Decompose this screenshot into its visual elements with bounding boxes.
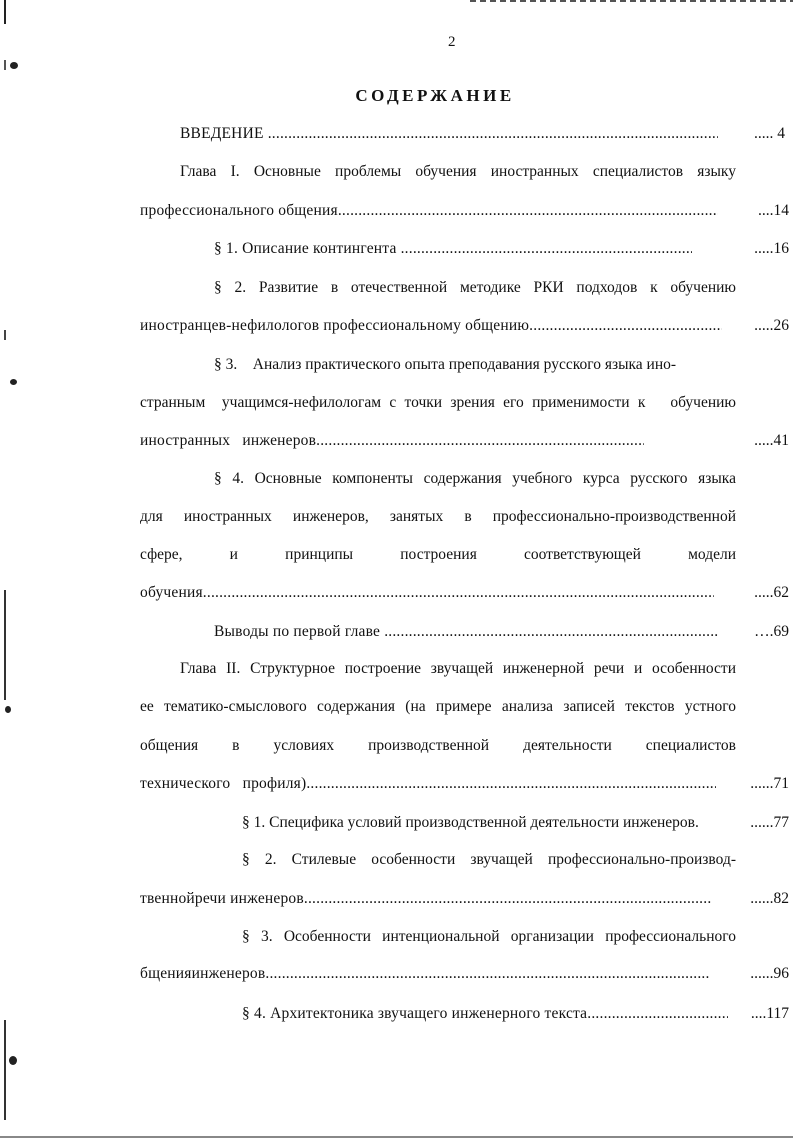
- toc-entry-text: ВВЕДЕНИЕ .....: [180, 125, 718, 143]
- toc-entry-ch1-s3: иностранных инженеров .....: [140, 432, 644, 450]
- toc-page-ref: ......77: [750, 814, 789, 831]
- scan-speck: [10, 62, 18, 69]
- toc-entry-ch1-s2-line: § 2. Развитие в отечественной методике РКИ подходов к обучению: [214, 279, 736, 296]
- toc-entry-ch1-conclusions: Выводы по первой главе .....: [214, 623, 718, 641]
- toc-entry-ch1-s2: иностранцев-нефилологов профессиональному общению .....: [140, 317, 722, 335]
- toc-entry-ch2-s3: бщенияинженеров .....: [140, 965, 710, 983]
- toc-page-ref: .....62: [754, 584, 789, 601]
- toc-entry-ch1-s3-line: странным учащимся-нефилологам с точки зрения его применимости к обучению: [140, 394, 736, 411]
- toc-page-ref: ..... 4: [754, 125, 785, 142]
- scan-speck: [10, 379, 17, 385]
- toc-page-ref: ....14: [758, 202, 789, 219]
- toc-entry-ch1-s4-line: § 4. Основные компоненты содержания учебного курса русского языка: [214, 470, 736, 487]
- toc-chapter-2-line: Глава II. Структурное построение звучащей инженерной речи и особенности: [180, 660, 736, 677]
- toc-chapter-2-line: ее тематико-смыслового содержания (на примере анализа записей текстов устного: [140, 698, 736, 715]
- toc-entry-ch1-s4-line: сфере, и принципы построения соответствующей модели: [140, 546, 736, 563]
- scan-edge: [4, 0, 6, 1141]
- toc-page-ref: ......96: [750, 965, 789, 982]
- toc-entry-ch2-s4: § 4. Архитектоника звучащего инженерного текста .....: [242, 1005, 728, 1023]
- page-number: 2: [448, 34, 456, 50]
- toc-entry-chapter-2: технического профиля) .....: [140, 775, 716, 793]
- toc-entry-ch2-s2-line: § 2. Стилевые особенности звучащей профессионально-производ-: [242, 851, 736, 868]
- toc-page-ref: .....26: [754, 317, 789, 334]
- toc-page-ref: .....16: [754, 240, 789, 257]
- toc-chapter-2-line: общения в условиях производственной деятельности специалистов: [140, 737, 736, 754]
- toc-entry-ch1-s4-line: для иностранных инженеров, занятых в профессионально-производственной: [140, 508, 736, 525]
- toc-chapter-1-line: Глава I. Основные проблемы обучения иностранных специалистов языку: [180, 163, 736, 180]
- scan-speck: [9, 1056, 17, 1065]
- toc-page-ref: ....117: [750, 1005, 789, 1022]
- scan-speck: [5, 706, 11, 713]
- toc-page-ref: ......71: [750, 775, 789, 792]
- toc-entry-ch2-s3-line: § 3. Особенности интенциональной организации профессионального: [242, 928, 736, 945]
- toc-entry-ch1-s1: § 1. Описание контингента .....: [214, 240, 692, 258]
- scan-bottom-line: [0, 1136, 793, 1138]
- toc-entry-ch1-s3-line: § 3. Анализ практического опыта преподавания русского языка ино-: [214, 356, 677, 373]
- toc-page-ref: .....41: [754, 432, 789, 449]
- toc-entry-ch1-s4: обучения .....: [140, 584, 714, 602]
- toc-entry-chapter-1: профессионального общения .....: [140, 202, 718, 220]
- toc-title: СОДЕРЖАНИЕ: [355, 86, 515, 105]
- toc-page-ref: ….69: [754, 623, 789, 640]
- toc-entry-ch2-s2: твеннойречи инженеров .....: [140, 890, 712, 908]
- toc-page-ref: ......82: [750, 890, 789, 907]
- toc-entry-ch2-s1: § 1. Специфика условий производственной деятельности инженеров.: [242, 814, 699, 831]
- scan-top-line: [470, 0, 793, 2]
- toc-entry-intro: [180, 125, 718, 143]
